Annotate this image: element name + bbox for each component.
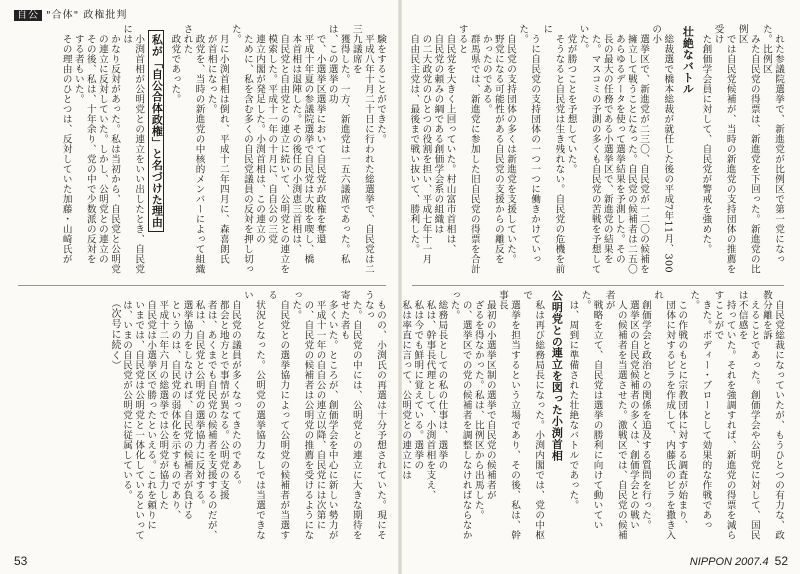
paragraph: いまでは、自民党は公明党と一体化しているといって (133, 299, 145, 540)
page-number: 52 (774, 554, 788, 568)
paragraph: 選挙区の自民党候補者の多くは、創価学会との戦い (627, 299, 639, 530)
paragraph: 自民党との選挙協力によって公明党の候補者が当選する (266, 290, 290, 540)
paragraph: うに自民党の支持団体の一つ一つに働きかけていった。 (517, 24, 541, 264)
paragraph: かなり反対があった。私は当初から、自民党と公明党 (109, 33, 121, 274)
paragraph: 最初の小選挙区制の選挙で自民党の候補者が (484, 299, 496, 500)
paragraph: 自民党と自由党との連立に続いて、公明党との連立を (278, 33, 290, 274)
paragraph: 持っていた。それを強調すれば、新進党の得票を減らすことがで (712, 290, 736, 540)
paragraph: 自民党の支持団体の多くは新進党を支援していた。 (505, 33, 517, 264)
paragraph: 獲得した。一方、新進党は一五六議席であった。私は、この選挙の功 (326, 24, 350, 264)
page-number: 53 (14, 554, 28, 568)
paragraph: 擁立して戦うことになった。自民党の候補者は二五〇 (625, 33, 637, 274)
paragraph: 平成十二年六月の総選挙では公明党が協力した (157, 299, 169, 510)
paragraph: 小渕首相が公明党との連立をいい出したとき、自民党には (121, 24, 145, 274)
left-top-tier (18, 24, 386, 282)
paragraph: 者は、あくまでも自民党の候補者を支援するのだが、 (205, 299, 217, 540)
paragraph: 連立内閣が発足した。小渕首相は、この連立の (254, 33, 266, 244)
paragraph: 都会と地方とで事情が異なる。公明党の支援 (217, 299, 229, 500)
paragraph: あらゆるデータを使って選挙結果を予測した。その (613, 33, 625, 264)
left-bottom-tier (18, 290, 386, 545)
paragraph: 長の最大の任務である小選挙区で、新進党の結果を (601, 33, 613, 264)
right-top-tier (408, 24, 784, 282)
paragraph: 選挙協力をしなければ、自民党の候補者が負ける (181, 299, 193, 520)
paragraph: 戦略を立て、自民党は選挙の勝利に向けて動いていた。 (579, 290, 603, 530)
paragraph: 月に小渕首相は倒れ、平成十二年四月に、森喜朗氏 (217, 33, 229, 264)
paragraph: の、自民党の候補者は公明党の推薦を受けるようになった。 (290, 290, 314, 540)
paragraph: の、選挙区での党の候補者を調整しなければならなかった。 (448, 290, 472, 540)
paragraph: た。マスコミの予測の多くも自民党の苦戦を予想していた。 (577, 24, 601, 274)
paragraph: の二大政党のひとつの役割を担い、平成七年十一月 (420, 33, 432, 264)
paragraph: 私は率直に言って、公明党との連立には (400, 299, 412, 480)
paragraph: みた自民党の得票は、新進党を下回った。新進党の比例区 (736, 24, 760, 274)
paragraph: 私は、幹事長代理として、小渕首相を支え、 (424, 299, 436, 500)
page-folio-left (14, 554, 27, 568)
text-column (407, 24, 784, 282)
paragraph: 創価学会と政治との関係を追及する質問を行った。 (639, 299, 651, 530)
tier-separator (18, 285, 386, 286)
paragraph: 験をすることができた。 (375, 33, 386, 144)
paragraph: 自由民主党は、最後まで戦い抜いて、勝利した。 (408, 33, 420, 254)
right-bottom-tier (400, 290, 784, 545)
paragraph: ために、私を含む多くの自民党議員の反対を押し切った。 (229, 24, 253, 274)
section-heading: 公明党との連立を図った小渕首相 (550, 290, 564, 461)
paragraph: で、小選挙区選挙において自民党が政権を奪還 (314, 33, 326, 244)
paragraph: 自民党の頼みの綱である創価学会系の組織は (432, 33, 444, 234)
paragraph: この作戦のもとに宗教団体に対する調査が始まり、 (676, 299, 688, 530)
paragraph: きた。ボディー・ブローとして効果的な作戦であった。 (688, 290, 712, 530)
paragraph: 多くいた。ところが、創価学会を中心に新しい勢力が (326, 299, 338, 540)
paragraph: ざるを得なかった。私は、比例区から出馬した。 (472, 299, 484, 520)
paragraph: 私は今でも鮮明に覚えている。選挙の (412, 299, 424, 470)
paragraph: 団体に対するビラを作成して、内藤氏のビラを撒き入れ (652, 290, 676, 540)
paragraph: というのは、自民党の弱体化を示すものであり、 (169, 299, 181, 520)
paragraph: が首相になった。 (205, 33, 217, 114)
paragraph: 平成八年十月二十日に行われた総選挙で、自民党は二三九議席を (350, 24, 374, 274)
paragraph: する者もいた。 (72, 33, 84, 104)
text-column (399, 290, 784, 545)
paragraph: 政党を、当時の新進党の中核的メンバーによって組織された (181, 24, 205, 274)
paragraph: 自民党を大きく上回っていた。村山富市首相は、 (444, 33, 456, 254)
paragraph: は、周到に準備された壮絶なバトルであった。 (567, 299, 579, 510)
paragraph: た。自民党の中には、公明党との連立に大きな期待を寄せた者も (338, 290, 362, 540)
paragraph: 私は再び総務局長になった。小渕内閣では、党の中枢で (521, 290, 545, 540)
running-head-highlight: 自公 (14, 10, 42, 21)
paragraph: 平成十年夏の参議院選挙で自民党は大敗を喫し、橋 (302, 33, 314, 264)
paragraph: れた参議院選挙で、新進党が比例区で第一党になった。比例区 (760, 24, 784, 264)
paragraph: 総務局長としての私の仕事は、選挙の (436, 299, 448, 470)
paragraph: かったのである。 (480, 33, 492, 114)
section-heading-boxed: 私が「自公合体政権」と名づけた理由 (148, 30, 164, 232)
paragraph: 党が勝つことを予想していた。 (565, 33, 577, 174)
paragraph: 選挙区で、新進党が二三〇、自民党が一二〇の候補を (638, 33, 650, 274)
paragraph: その後、私は、十年余り、党の中で少数派の反対を (84, 33, 96, 264)
paragraph: そうなると自民党は生き残れない。自民党の危機を前に (541, 24, 565, 274)
paragraph: では自民党候補が、当時の新進党の支持団体の推薦を受け (712, 24, 736, 274)
section-heading: 壮絶なバトル (681, 26, 695, 95)
running-head (14, 6, 127, 21)
paragraph: 自民党の議員が多くなってきたのである。 (229, 299, 241, 490)
paragraph: ものの、小渕氏の再選は十分予想されていた。現にそうなっ (362, 290, 386, 540)
paragraph: 人の候補者を当選させた。激戦区では、自民党の候補者が (603, 290, 627, 540)
paragraph: 自民党総裁になっていたが、もうひとつの有力な、政教分離を訴 (760, 290, 784, 540)
paragraph: 総裁選で橋本総裁が就任した後の平成7年11月、300の小 (650, 24, 674, 273)
paragraph: 野党になる可能性がある自民党の支援からの離反を (492, 33, 504, 264)
paragraph: 政党であった。 (169, 33, 181, 104)
paragraph: た創価学会員に対して、自民党が警戒を強めた。 (700, 33, 712, 254)
paragraph: の連立に反対していた。しかし、公明党との連立の (96, 33, 108, 264)
paragraph: は、いまの自民党が公明党に従属している。 (121, 299, 133, 500)
paragraph: 自民党は小選挙区で勝ったといえる。これを頼りに (145, 299, 157, 530)
paragraph: その理由のひとつは、反対していた加藤・山崎氏が (60, 33, 72, 264)
paragraph: 私は、自民党と公明党の選挙協力に反対する。 (193, 299, 205, 510)
paragraph: 群馬県では、新進党に参加した旧自民党の得票を合計すると (456, 24, 480, 274)
right-page (402, 0, 800, 574)
tier-separator (412, 285, 784, 286)
paragraph: 模索した。平成十一年の十月に、自自公の三党 (266, 33, 278, 244)
magazine-issue: NIPPON 2007.4 (689, 556, 769, 568)
paragraph: えることであった。創価学会や公明党に対して、国民は不信感を (736, 290, 760, 540)
continued-notice: （次号に続く） (108, 298, 120, 371)
left-page (0, 0, 398, 574)
page-folio-right (690, 554, 788, 568)
paragraph: 選挙を担当するという立場であり、その後、私は、幹事長 (496, 290, 521, 540)
paragraph: 本首相は退陣した。その後任の小渕恵三首相は、 (290, 33, 302, 254)
text-column (60, 24, 386, 282)
paragraph: 状況となった。公明党の選挙協力なしでは当選できない (241, 290, 266, 540)
text-column (108, 290, 386, 545)
running-head-title: "合体" 政権批判 (46, 10, 128, 21)
paragraph: 平成十一年の自自公の連立以降、自民党には次第に (314, 299, 326, 530)
